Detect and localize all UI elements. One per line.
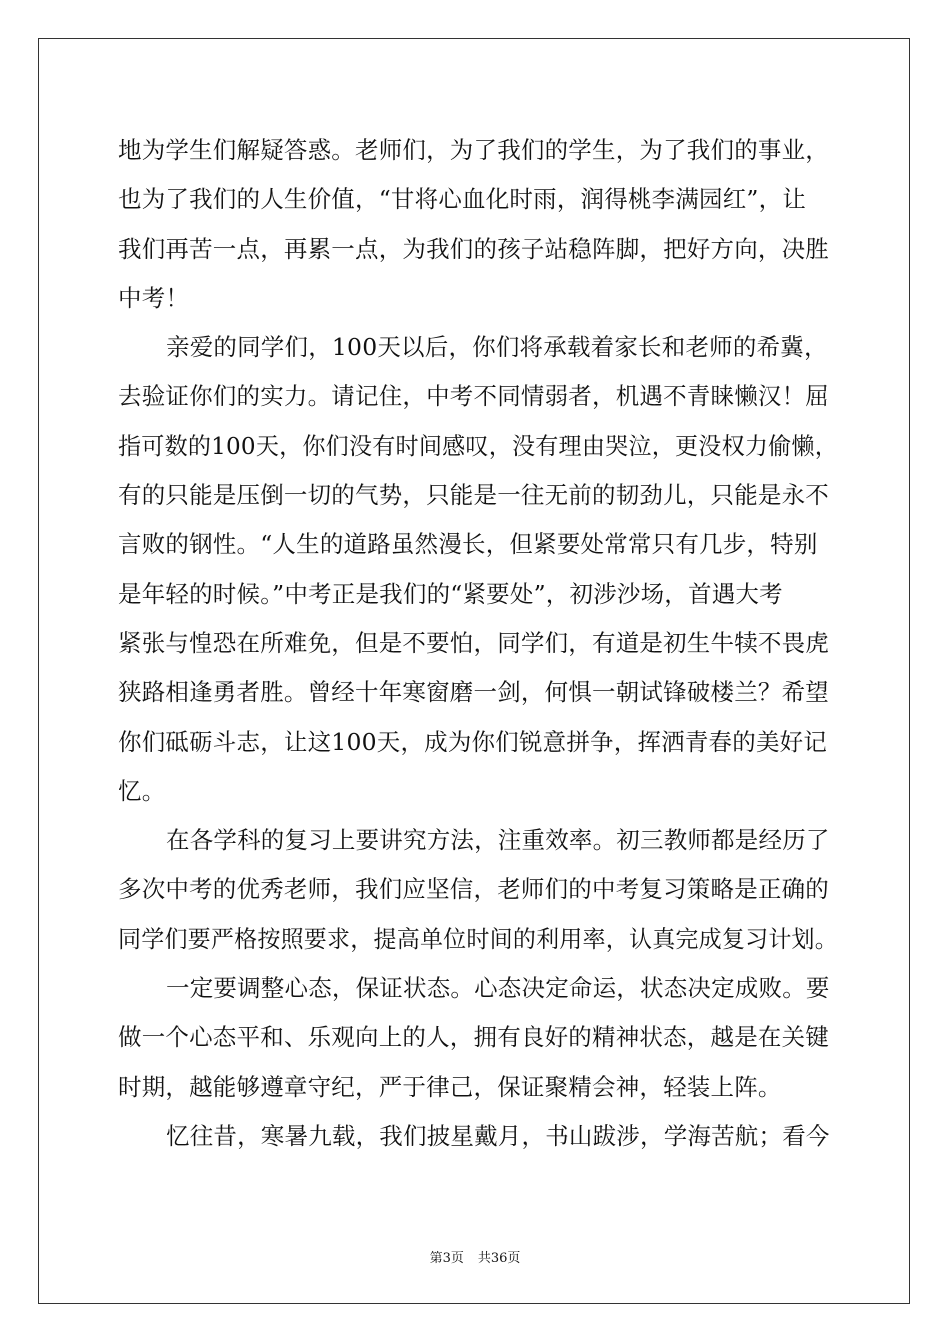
text-line: 中考！ [118, 283, 190, 312]
paragraph-start-line: 亲爱的同学们，100天以后，你们将承载着家长和老师的希冀， [166, 333, 828, 362]
text-line: 紧张与惶恐在所难免，但是不要怕，同学们，有道是初生牛犊不畏虎 [118, 628, 829, 657]
document-body [118, 126, 838, 1161]
text-line: 我们再苦一点，再累一点，为我们的孩子站稳阵脚，把好方向，决胜 [118, 234, 829, 263]
paragraph-start-line: 在各学科的复习上要讲究方法，注重效率。初三教师都是经历了 [166, 826, 830, 855]
text-line: 地为学生们解疑答惑。老师们，为了我们的学生，为了我们的事业， [118, 136, 829, 164]
text-line: 时期，越能够遵章守纪，严于律己，保证聚精会神，轻装上阵。 [118, 1072, 782, 1101]
total-pages: 共36页 [477, 1251, 521, 1266]
text-line: 有的只能是压倒一切的气势，只能是一往无前的韧劲儿，只能是永不 [118, 481, 829, 510]
text-line: 你们砥砺斗志，让这100天，成为你们锐意拼争，挥洒青春的美好记 [118, 727, 828, 756]
text-line: 指可数的100天，你们没有时间感叹，没有理由哭泣，更没权力偷懒， [118, 431, 839, 460]
paragraph-start-line: 忆往昔，寒暑九载，我们披星戴月，书山跋涉，学海苦航；看今 [166, 1121, 830, 1150]
page-footer [0, 1247, 950, 1266]
text-line: 言败的钢性。“人生的道路虽然漫长，但紧要处常常只有几步，特别 [118, 530, 818, 559]
text-line: 多次中考的优秀老师，我们应坚信，老师们的中考复习策略是正确的 [118, 875, 829, 904]
text-line: 同学们要严格按照要求，提高单位时间的利用率，认真完成复习计划。 [118, 924, 839, 953]
text-line: 做一个心态平和、乐观向上的人，拥有良好的精神状态，越是在关键 [118, 1023, 829, 1052]
paragraph-start-line: 一定要调整心态，保证状态。心态决定命运，状态决定成败。要 [166, 974, 830, 1003]
text-line: 去验证你们的实力。请记住，中考不同情弱者，机遇不青睐懒汉！屈 [118, 382, 829, 411]
text-line: 也为了我们的人生价值，“甘将心血化时雨，润得桃李满园红”，让 [118, 185, 807, 214]
text-line: 狭路相逢勇者胜。曾经十年寒窗磨一剑，何惧一朝试锋破楼兰？希望 [118, 678, 829, 707]
text-line: 是年轻的时候。”中考正是我们的“紧要处”，初涉沙场，首遇大考 [118, 579, 783, 608]
text-line: 忆。 [118, 776, 166, 805]
page-number: 第3页 [429, 1251, 464, 1266]
